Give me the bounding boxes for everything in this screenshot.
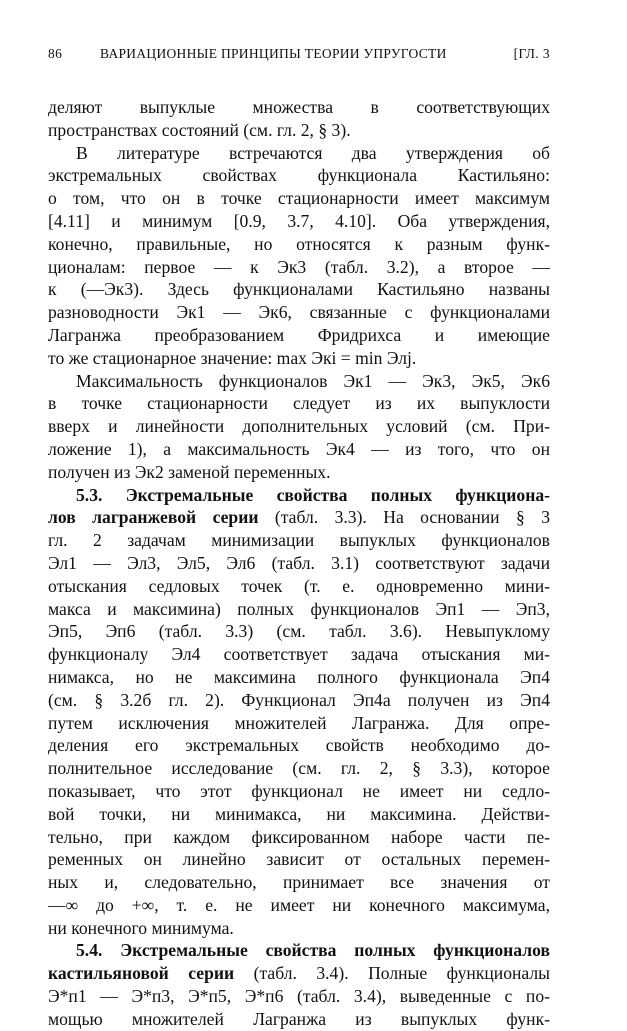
- text-line: [48, 598, 550, 621]
- line-text: то же стационарное значение: max Экi = min Элj.: [48, 347, 417, 368]
- line-text: пространствах состояний (см. гл. 2, § 3).: [48, 119, 351, 140]
- text-line: [48, 712, 550, 735]
- text-line: [48, 278, 550, 301]
- text-line: [48, 164, 550, 187]
- line-text: получен из Эк2 заменой переменных.: [48, 461, 331, 482]
- line-text: вверх и линейности дополнительных условий (см. При-: [48, 416, 550, 437]
- text-line: [48, 871, 550, 894]
- text-line: [48, 666, 550, 689]
- text-line: [48, 392, 550, 415]
- line-text: ни конечного минимума.: [48, 917, 234, 938]
- text-line: [48, 894, 550, 917]
- line-text: конечно, правильные, но относятся к разным функ-: [48, 233, 550, 254]
- line-text: деляют выпуклые множества в соответствующих: [48, 97, 550, 117]
- line-text: тельно, при каждом фиксированном наборе части пе-: [48, 826, 550, 847]
- line-text: функционалу Эл4 соответствует задача отыскания ми-: [48, 644, 550, 665]
- text-line: [48, 415, 550, 438]
- line-text: в точке стационарности следует из их выпуклости: [48, 393, 550, 414]
- text-line: [48, 939, 550, 962]
- line-text: показывает, что этот функционал не имеет ни седло-: [48, 780, 550, 801]
- text-line: [48, 96, 550, 119]
- line-text: мощью множителей Лагранжа из выпуклых функ-: [48, 1008, 550, 1029]
- text-line: [48, 461, 550, 484]
- text-line: [48, 552, 550, 575]
- line-text: В литературе встречаются два утверждения об: [76, 142, 550, 163]
- text-line: [48, 643, 550, 666]
- text-line: [48, 689, 550, 712]
- line-text: Эл1 — Эл3, Эл5, Эл6 (табл. 3.1) соответствуют задачи: [48, 552, 550, 573]
- line-text: полнительное исследование (см. гл. 2, § 3.3), которое: [48, 758, 550, 779]
- line-text: о том, что он в точке стационарности имеет максимум: [48, 188, 550, 209]
- line-text: гл. 2 задачам минимизации выпуклых функционалов: [48, 530, 550, 551]
- text-line: [48, 1008, 550, 1031]
- text-line: [48, 187, 550, 210]
- text-line: [48, 780, 550, 803]
- line-text: Эп5, Эп6 (табл. 3.3) (см. табл. 3.6). Невыпуклому: [48, 621, 550, 642]
- text-line: [48, 484, 550, 507]
- text-line: [48, 370, 550, 393]
- book-page: [48, 0, 550, 1029]
- text-line: [48, 803, 550, 826]
- text-line: [48, 985, 550, 1008]
- line-text: Максимальность функционалов Эк1 — Эк3, Эк5, Эк6: [76, 370, 550, 391]
- section-heading: 5.3. Экстремальные свойства полных функциона-: [76, 484, 550, 505]
- page-number: 86: [48, 46, 63, 61]
- section-heading: лов лагранжевой серии: [48, 507, 259, 528]
- line-text: к (—Эк3). Здесь функционалами Кастильяно названы: [48, 279, 550, 300]
- line-text: ционалам: первое — к Эк3 (табл. 3.2), а второе —: [48, 256, 550, 277]
- line-text: ложение 1), а максимальность Эк4 — из того, что он: [48, 438, 550, 459]
- text-line: [48, 142, 550, 165]
- section-heading: кастильяновой серии: [48, 963, 235, 984]
- text-line: [48, 620, 550, 643]
- line-text: ременных он линейно зависит от остальных перемен-: [48, 849, 550, 870]
- line-text: (табл. 3.4). Полные функционалы: [234, 963, 550, 984]
- text-line: [48, 210, 550, 233]
- running-title: ВАРИАЦИОННЫЕ ПРИНЦИПЫ ТЕОРИИ УПРУГОСТИ: [100, 46, 447, 61]
- line-text: —∞ до +∞, т. е. не имеет ни конечного максимума,: [48, 894, 550, 915]
- text-line: [48, 529, 550, 552]
- text-line: [48, 438, 550, 461]
- line-text: разноводности Эк1 — Эк6, связанные с функционалами: [48, 302, 550, 323]
- text-line: [48, 119, 550, 142]
- line-text: (см. § 3.2б гл. 2). Функционал Эп4а получен из Эп4: [48, 689, 550, 710]
- text-line: [48, 917, 550, 940]
- line-text: [4.11] и минимум [0.9, 3.7, 4.10]. Оба утверждения,: [48, 210, 550, 231]
- text-line: [48, 962, 550, 985]
- text-line: [48, 575, 550, 598]
- line-text: (табл. 3.3). На основании § 3: [258, 507, 550, 528]
- line-text: деления его экстремальных свойств необходимо до-: [48, 735, 550, 756]
- line-text: экстремальных свойствах функционала Кастильяно:: [48, 165, 550, 186]
- line-text: отыскания седловых точек (т. е. одновременно мини-: [48, 575, 550, 596]
- line-text: ных и, следовательно, принимает все значения от: [48, 872, 550, 893]
- body-text: [48, 96, 550, 1031]
- text-line: [48, 826, 550, 849]
- chapter-reference: [ГЛ. 3: [513, 46, 550, 61]
- line-text: Лагранжа преобразованием Фридрихса и имеющие: [48, 324, 550, 345]
- text-line: [48, 233, 550, 256]
- line-text: вой точки, ни минимакса, ни максимина. Действи-: [48, 803, 550, 824]
- line-text: Э*п1 — Э*п3, Э*п5, Э*п6 (табл. 3.4), выведенные с по-: [48, 986, 550, 1007]
- text-line: [48, 848, 550, 871]
- section-heading: 5.4. Экстремальные свойства полных функционалов: [76, 940, 550, 961]
- text-line: [48, 301, 550, 324]
- text-line: [48, 256, 550, 279]
- line-text: путем исключения множителей Лагранжа. Для опре-: [48, 712, 550, 733]
- line-text: макса и максимина) полных функционалов Эп1 — Эп3,: [48, 598, 550, 619]
- text-line: [48, 324, 550, 347]
- text-line: [48, 506, 550, 529]
- text-line: [48, 347, 550, 370]
- text-line: [48, 757, 550, 780]
- text-line: [48, 734, 550, 757]
- line-text: нимакса, но не максимина полного функционала Эп4: [48, 666, 550, 687]
